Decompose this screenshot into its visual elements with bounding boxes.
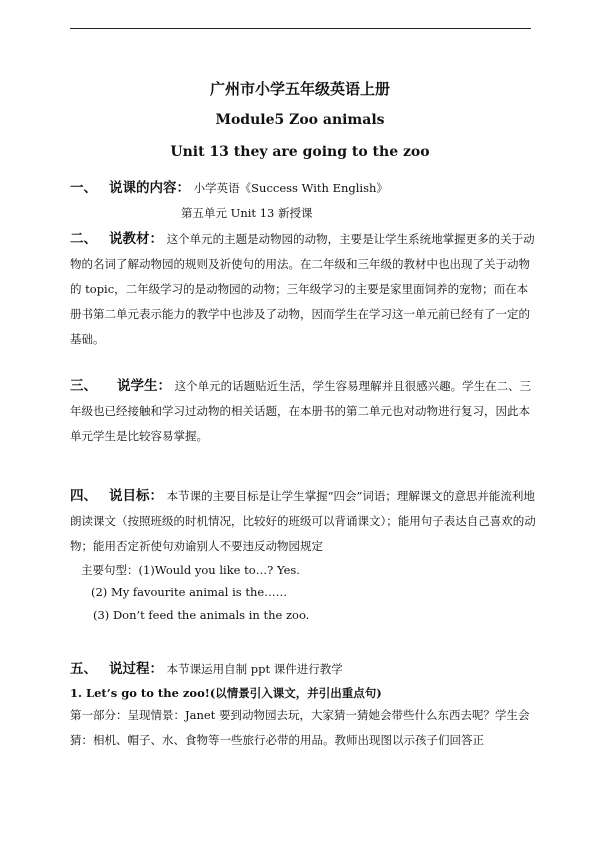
section-1-content: 小学英语《Success With English》: [193, 181, 388, 195]
sentence-pattern-1-line: [81, 562, 300, 578]
header-rule: [70, 28, 531, 29]
section-1-heading: 说课的内容：: [109, 180, 190, 196]
section-3: [70, 374, 538, 449]
section-3-number: 三、: [70, 378, 97, 394]
section-2-heading: 说教材：: [109, 231, 163, 247]
step-1-heading: 1. Let’s go to the zoo!(以情景引入课文，并引出重点句): [70, 686, 382, 700]
section-2-body: 这个单元的主题是动物园的动物，主要是让学生系统地掌握更多的关于动物的名词了解动物园的规则及祈使句的用法。在二年级和三年级的教材中也出现了关于动物的 topic，二年级学习的是动物园的动物；三年级学习的主要是家里面饲养的宠物；而在本册书第二单元表示能力的教学中也涉及了动物，因而学生在学习这一单元前已经有了一定的基础。: [70, 232, 535, 346]
section-4-number: 四、: [70, 488, 97, 504]
unit-title: Unit 13 they are going to the zoo: [170, 144, 430, 160]
section-3-body: 这个单元的话题贴近生活，学生容易理解并且很感兴趣。学生在二、三年级也已经接触和学习过动物的相关话题，在本册书的第二单元也对动物进行复习，因此本单元学生是比较容易掌握。: [70, 379, 532, 443]
section-5-content: 本节课运用自制 ppt 课件进行教学: [166, 662, 343, 676]
section-2: [70, 227, 538, 352]
part-1-paragraph: 第一部分：呈现情景：Janet 要到动物园去玩，大家猜一猜她会带些什么东西去呢？学生会猜：相机、帽子、水、食物等一些旅行必带的用品。教师出现图以示孩子们回答正: [70, 708, 530, 747]
section-4-body: 本节课的主要目标是让学生掌握“四会”词语；理解课文的意思并能流利地朗读课文（按照班级的时机情况，比较好的班级可以背诵课文）；能用句子表达自己喜欢的动物；能用否定祈使句劝谕别人不要违反动物园规定: [70, 489, 536, 553]
section-3-heading: 说学生：: [117, 378, 171, 394]
sentence-pattern-1: (1)Would you like to…? Yes.: [138, 563, 300, 577]
section-4-heading: 说目标：: [109, 488, 163, 504]
document-title: 广州市小学五年级英语上册: [209, 80, 390, 98]
sentence-pattern-2: (2) My favourite animal is the……: [91, 585, 288, 599]
section-1-detail: 第五单元 Unit 13 新授课: [181, 206, 313, 220]
section-1-line: [70, 176, 388, 196]
section-5-heading: 说过程：: [109, 661, 163, 677]
section-5-line: [70, 657, 343, 677]
section-4: [70, 484, 538, 559]
sentence-pattern-label: 主要句型：: [81, 563, 139, 577]
section-2-number: 二、: [70, 231, 97, 247]
module-title: Module5 Zoo animals: [215, 112, 385, 128]
section-5-number: 五、: [70, 661, 97, 677]
sentence-pattern-3: (3) Don’t feed the animals in the zoo.: [93, 608, 310, 622]
section-1-number: 一、: [70, 180, 97, 196]
